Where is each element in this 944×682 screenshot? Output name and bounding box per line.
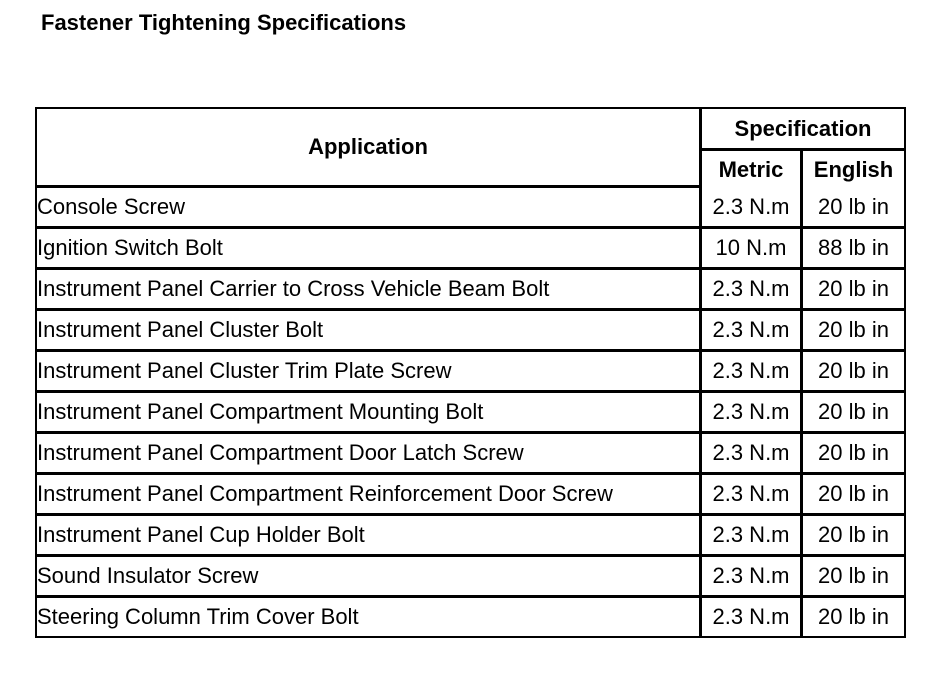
table-row bbox=[37, 393, 904, 434]
english-cell: 20 lb in bbox=[803, 475, 904, 516]
english-cell: 20 lb in bbox=[818, 604, 889, 629]
english-cell: 20 lb in bbox=[803, 434, 904, 475]
application-cell: Steering Column Trim Cover Bolt bbox=[37, 598, 702, 636]
table-row bbox=[37, 188, 904, 229]
application-cell: Instrument Panel Compartment Mounting Bolt bbox=[37, 393, 702, 434]
application-cell: Instrument Panel Carrier to Cross Vehicle Beam Bolt bbox=[37, 270, 702, 311]
english-cell: 20 lb in bbox=[803, 557, 904, 598]
fastener-spec-table bbox=[35, 107, 906, 638]
application-cell: Console Screw bbox=[37, 188, 702, 229]
metric-cell: 2.3 N.m bbox=[702, 311, 803, 352]
metric-cell: 10 N.m bbox=[702, 229, 803, 270]
english-cell: 20 lb in bbox=[803, 516, 904, 557]
column-header-specification: Specification bbox=[702, 109, 904, 151]
table-row bbox=[37, 270, 904, 311]
table-row bbox=[37, 557, 904, 598]
metric-cell: 2.3 N.m bbox=[702, 393, 803, 434]
english-cell: 20 lb in bbox=[803, 270, 904, 311]
application-cell: Instrument Panel Compartment Door Latch Screw bbox=[37, 434, 702, 475]
english-cell: 20 lb in bbox=[803, 188, 904, 229]
metric-cell: 2.3 N.m bbox=[702, 475, 803, 516]
table-row bbox=[37, 352, 904, 393]
application-cell: Instrument Panel Cup Holder Bolt bbox=[37, 516, 702, 557]
metric-cell: 2.3 N.m bbox=[702, 557, 803, 598]
column-header-metric: Metric bbox=[702, 151, 803, 188]
metric-cell: 2.3 N.m bbox=[702, 188, 803, 229]
table-row bbox=[37, 475, 904, 516]
application-cell: Ignition Switch Bolt bbox=[37, 229, 702, 270]
english-cell: 20 lb in bbox=[803, 311, 904, 352]
application-cell: Sound Insulator Screw bbox=[37, 557, 702, 598]
table-row bbox=[37, 311, 904, 352]
application-cell: Instrument Panel Compartment Reinforcement Door Screw bbox=[37, 475, 702, 516]
column-header-application: Application bbox=[37, 109, 702, 188]
table-row bbox=[37, 434, 904, 475]
english-cell: 20 lb in bbox=[803, 393, 904, 434]
metric-cell: 2.3 N.m bbox=[702, 352, 803, 393]
page-title: Fastener Tightening Specifications bbox=[41, 10, 407, 35]
metric-cell: 2.3 N.m bbox=[702, 598, 803, 636]
application-cell: Instrument Panel Cluster Trim Plate Screw bbox=[37, 352, 702, 393]
column-header-english: English bbox=[813, 156, 894, 182]
table-row bbox=[37, 598, 904, 636]
table-row bbox=[37, 516, 904, 557]
english-cell: 88 lb in bbox=[803, 229, 904, 270]
metric-cell: 2.3 N.m bbox=[702, 516, 803, 557]
english-cell: 20 lb in bbox=[803, 352, 904, 393]
metric-cell: 2.3 N.m bbox=[702, 270, 803, 311]
metric-cell: 2.3 N.m bbox=[702, 434, 803, 475]
table-row bbox=[37, 229, 904, 270]
application-cell: Instrument Panel Cluster Bolt bbox=[37, 311, 702, 352]
